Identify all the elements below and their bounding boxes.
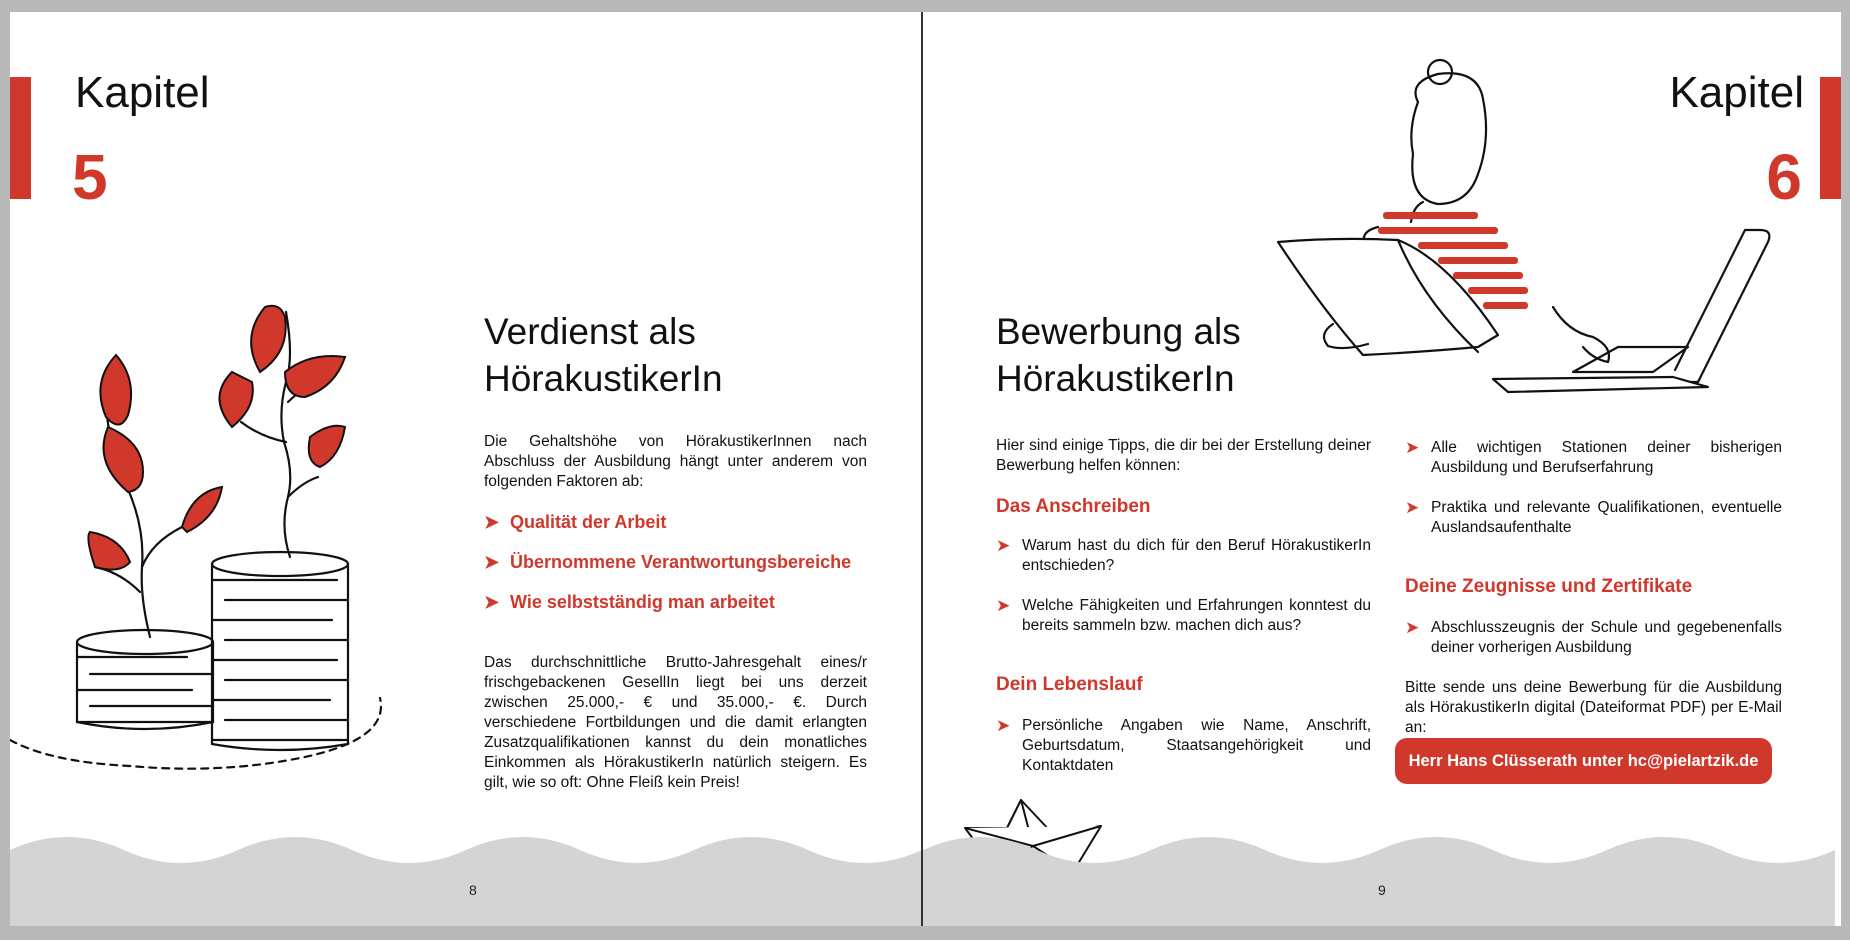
wave-footer xyxy=(923,830,1841,926)
list-item-text: Abschlusszeugnis der Schule und gegebenenfalls deiner vorherigen Ausbildung xyxy=(1431,619,1782,656)
list-item xyxy=(1405,498,1782,538)
list-item-text: Warum hast du dich für den Beruf HörakustikerIn entschieden? xyxy=(1022,537,1371,574)
title-line-1: Bewerbung als xyxy=(996,311,1241,352)
list-item xyxy=(996,716,1371,776)
page-gutter xyxy=(921,12,923,926)
list-item xyxy=(1405,438,1782,478)
arrow-bullet-icon: ➤ xyxy=(1405,498,1420,517)
factor-list xyxy=(484,512,867,632)
chapter-number: 5 xyxy=(72,141,108,213)
factor-text: Übernommene Verantwortungsbereiche xyxy=(510,552,852,572)
page-title xyxy=(996,308,1241,402)
title-line-2: HörakustikerIn xyxy=(996,358,1235,399)
chapter-label: Kapitel xyxy=(75,68,210,117)
list-item-text: Praktika und relevante Qualifikationen, eventuelle Auslandsaufenthalte xyxy=(1431,499,1782,536)
list-item xyxy=(484,592,867,613)
chapter-marker-bar xyxy=(1820,77,1841,199)
title-line-1: Verdienst als xyxy=(484,311,696,352)
zeugnisse-list xyxy=(1405,618,1782,678)
arrow-bullet-icon: ➤ xyxy=(1405,438,1420,457)
intro-paragraph: Hier sind einige Tipps, die dir bei der Erstellung deiner Bewerbung helfen können: xyxy=(996,437,1371,474)
arrow-bullet-icon: ➤ xyxy=(1405,618,1420,637)
zeugnisse-heading: Deine Zeugnisse und Zertifikate xyxy=(1405,576,1693,597)
list-item xyxy=(484,512,867,533)
list-item-text: Welche Fähigkeiten und Erfahrungen konntest du bereits sammeln bzw. machen dich aus? xyxy=(1022,597,1371,634)
wave-footer xyxy=(10,830,922,926)
arrow-bullet-icon: ➤ xyxy=(996,716,1011,735)
chapter-marker-bar xyxy=(10,77,31,199)
closing-paragraph: Bitte sende uns deine Bewerbung für die Ausbildung als HörakustikerIn digital (Dateiformat PDF) per E-Mail an: xyxy=(1405,679,1782,736)
plant-coins-illustration xyxy=(10,262,430,782)
list-item-text: Alle wichtigen Stationen deiner bisherigen Ausbildung und Berufserfahrung xyxy=(1431,439,1782,476)
intro-paragraph: Die Gehaltshöhe von HörakustikerInnen nach Abschluss der Ausbildung hängt unter anderem von folgenden Faktoren ab: xyxy=(484,433,867,490)
page-number: 9 xyxy=(1378,882,1386,898)
woman-laptop-illustration xyxy=(1278,52,1798,412)
salary-paragraph: Das durchschnittliche Brutto-Jahresgehalt eines/r frischgebackenen GesellIn liegt bei uns derzeit zwischen 25.000,- € und 35.000,- €. Durch verschiedene Fortbildungen und die damit erlangten Zusatzqualifikationen kannst du dein monatliches Einkommen als HörakustikerIn natürlich steigern. Es gilt, wie so oft: Ohne Fleiß kein Preis! xyxy=(484,654,867,791)
arrow-bullet-icon: ➤ xyxy=(484,512,500,532)
arrow-bullet-icon: ➤ xyxy=(484,592,500,612)
anschreiben-list xyxy=(996,536,1371,656)
factor-text: Wie selbstständig man arbeitet xyxy=(510,592,775,612)
anschreiben-heading: Das Anschreiben xyxy=(996,496,1151,517)
page-9 xyxy=(923,12,1841,926)
arrow-bullet-icon: ➤ xyxy=(996,596,1011,615)
page-8 xyxy=(10,12,922,926)
page-title xyxy=(484,308,723,402)
title-line-2: HörakustikerIn xyxy=(484,358,723,399)
list-item xyxy=(996,536,1371,576)
chapter-label: Kapitel xyxy=(1669,68,1804,117)
list-item xyxy=(1405,618,1782,658)
list-item xyxy=(996,596,1371,636)
factor-text: Qualität der Arbeit xyxy=(510,512,667,532)
brochure-spread xyxy=(10,12,1841,926)
lebenslauf-heading: Dein Lebenslauf xyxy=(996,674,1143,695)
list-item-text: Persönliche Angaben wie Name, Anschrift, Geburtsdatum, Staatsangehörigkeit und Kontaktdaten xyxy=(1022,717,1371,774)
arrow-bullet-icon: ➤ xyxy=(996,536,1011,555)
lebenslauf-list-continued xyxy=(1405,438,1782,558)
chapter-number: 6 xyxy=(1766,141,1802,213)
contact-email-button[interactable]: Herr Hans Clüsserath unter hc@pielartzik.de xyxy=(1395,738,1772,784)
list-item xyxy=(484,552,867,573)
page-number: 8 xyxy=(469,882,477,898)
arrow-bullet-icon: ➤ xyxy=(484,552,500,572)
lebenslauf-list xyxy=(996,716,1371,796)
